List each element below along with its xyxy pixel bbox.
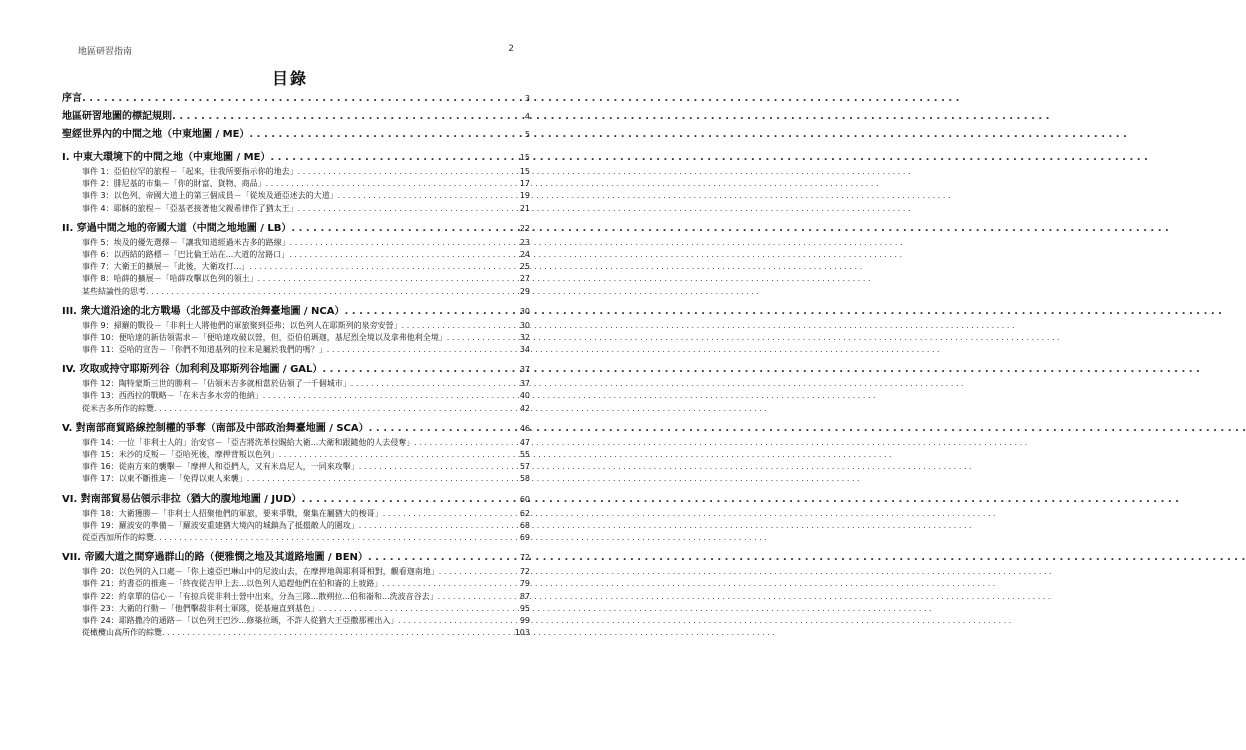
toc-entry-page-number: 40	[519, 391, 530, 401]
toc-entry-page-number: 25	[519, 262, 530, 272]
toc-entry-label: 事件 1：亞伯拉罕的旅程－「起來，往我所要指示你的地去」	[82, 167, 298, 176]
toc-entry-label: 從亞西加所作的綜覽	[82, 532, 154, 542]
dot-leader	[439, 566, 516, 578]
toc-entry-event[interactable]	[62, 449, 530, 461]
toc-entry-label: 從米吉多所作的綜覽	[82, 403, 154, 413]
dot-leader	[146, 286, 516, 298]
toc-entry-label: 事件 13：西西拉的戰略－「在米吉多水旁的他納」	[82, 391, 263, 401]
dot-leader	[322, 361, 515, 378]
toc-entry-label: 事件 12：陶特蒙斯三世的勝利－「佔領米吉多就相當於佔領了一千個城市」	[82, 379, 351, 389]
toc-entry-page-number: 22	[519, 223, 530, 233]
dot-leader	[258, 273, 516, 285]
dot-leader	[383, 508, 516, 520]
toc-entry-event[interactable]	[62, 473, 530, 485]
dot-leader	[249, 126, 521, 144]
toc-entry-note[interactable]	[62, 286, 530, 298]
toc-entry-label: 事件 18：大衛獲勝－「非利士人招聚他們的軍旅，要來爭戰，聚集在屬猶大的梭哥」	[82, 508, 383, 518]
toc-entry-event[interactable]	[62, 166, 530, 178]
toc-entry-page-number: 69	[519, 532, 530, 542]
dot-leader	[338, 190, 516, 202]
dot-leader	[319, 603, 516, 615]
toc-entry-top[interactable]	[62, 108, 530, 126]
toc-entry-page-number: 87	[519, 591, 530, 601]
toc-entry-page-number: 103	[514, 628, 530, 638]
dot-leader	[327, 344, 516, 356]
toc-entry-page-number: 30	[519, 306, 530, 316]
toc-entry-event[interactable]	[62, 237, 530, 249]
toc-entry-label: 某些結論性的思考	[82, 286, 146, 296]
dot-leader	[154, 532, 516, 544]
toc-entry-page-number: 5	[524, 130, 530, 139]
toc-entry-label: 事件 19：羅波安的準備－「羅波安重建猶大境內的城鎮為了抵擋敵人的圍攻」	[82, 520, 359, 530]
toc-entry-page-number: 3	[524, 94, 530, 103]
toc-entry-label: 事件 10：便哈達的新估領需求－「便哈達攻破以營，但，亞伯伯瑪迦，基尼烈全境以及拿弗他利全境」	[82, 332, 447, 342]
toc-entry-page-number: 57	[519, 462, 530, 472]
toc-entry-page-number: 68	[519, 520, 530, 530]
table-of-contents	[62, 90, 530, 639]
toc-entry-label: III. 衆大道沿途的北方戰場（北部及中部政治舞臺地圖 / NCA）	[62, 305, 345, 317]
toc-entry-label: VI. 對南部貿易佔領示非拉（猶大的腹地地圖 / JUD）	[62, 493, 302, 505]
toc-entry-label: 事件 23：大衛的行動－「他們擊殺非利士軍隊，從基遍直到基色」	[82, 603, 319, 613]
toc-entry-event[interactable]	[62, 566, 530, 578]
dot-leader	[302, 491, 516, 508]
toc-entry-label: 事件 20：以色列的入口處－「你上遠亞巴琳山中的尼波山去，在摩押地與耶利哥相對，觀看迦南地」	[82, 567, 439, 577]
dot-leader	[162, 627, 511, 639]
toc-entry-event[interactable]	[62, 615, 530, 627]
toc-entry-event[interactable]	[62, 190, 530, 202]
toc-entry-event[interactable]	[62, 261, 530, 273]
toc-entry-label: 事件 22：約拿單的信心－「有掠兵從非利士營中出來，分為三隊...散朔拉...伯和崙和...洗波音谷去」	[82, 591, 438, 601]
toc-entry-label: 事件 8：哈薛的擴展－「哈薛攻擊以色列的領土」	[82, 274, 258, 284]
toc-entry-label: 聖經世界內的中間之地（中東地圖 / ME）	[62, 129, 250, 140]
page-title: 目錄	[271, 69, 308, 88]
toc-entry-label: 事件 7：大衛王的擴展－「此後，大衛攻打...」	[82, 262, 250, 272]
toc-entry-note[interactable]	[62, 403, 530, 415]
toc-entry-label: 事件 5：埃及的優先選擇－「讓我知道經過米吉多的路線」	[82, 237, 290, 247]
dot-leader	[382, 578, 515, 590]
running-header: 地區研習指南	[78, 47, 133, 57]
toc-entry-page-number: 58	[519, 474, 530, 484]
dot-leader	[298, 203, 516, 215]
toc-entry-page-number: 15	[519, 167, 530, 176]
dot-leader	[447, 332, 516, 344]
toc-entry-label: 事件 21：約書亞的推進－「終夜從吉甲上去...以色列人追趕他們在伯和崙的上坡路」	[82, 579, 383, 589]
toc-entry-event[interactable]	[62, 508, 530, 520]
dot-leader	[279, 449, 516, 461]
toc-entry-event[interactable]	[62, 578, 530, 590]
toc-entry-top[interactable]	[62, 90, 530, 108]
toc-entry-event[interactable]	[62, 249, 530, 261]
page-number: 2	[508, 44, 514, 54]
dot-leader	[414, 437, 515, 449]
toc-entry-page-number: 30	[519, 320, 530, 330]
dot-leader	[345, 303, 516, 320]
toc-entry-chapter[interactable]	[62, 420, 530, 437]
toc-entry-page-number: 37	[519, 379, 530, 389]
toc-entry-chapter[interactable]	[62, 361, 530, 378]
toc-entry-page-number: 29	[519, 286, 530, 296]
toc-entry-event[interactable]	[62, 332, 530, 344]
toc-entry-chapter[interactable]	[62, 220, 530, 237]
toc-entry-label: 地區研習地圖的標記規則	[62, 111, 172, 122]
toc-entry-page-number: 24	[519, 249, 530, 259]
dot-leader	[438, 591, 516, 603]
toc-entry-event[interactable]	[62, 378, 530, 390]
toc-entry-page-number: 42	[519, 403, 530, 413]
toc-entry-label: IV. 攻取或持守耶斯列谷（加利利及耶斯列谷地圖 / GAL）	[62, 364, 323, 376]
toc-entry-page-number: 17	[519, 179, 530, 189]
dot-leader	[82, 90, 521, 108]
toc-entry-page-number: 95	[519, 603, 530, 613]
dot-leader	[398, 615, 515, 627]
toc-entry-page-number: 23	[519, 237, 530, 247]
dot-leader	[270, 149, 515, 166]
toc-entry-label: VII. 帝國大道之間穿過群山的路（便雅憫之地及其道路地圖 / BEN）	[62, 552, 368, 564]
toc-entry-label: 事件 16：從南方來的襲擊－「摩押人和亞捫人，又有米烏尼人，一同來攻擊」	[82, 462, 359, 472]
dot-leader	[369, 420, 516, 437]
toc-entry-label: V. 對南部商貿路線控制權的爭奪（南部及中部政治舞臺地圖 / SCA）	[62, 422, 369, 434]
toc-entry-event[interactable]	[62, 273, 530, 285]
toc-entry-event[interactable]	[62, 178, 530, 190]
dot-leader	[359, 461, 516, 473]
toc-entry-page-number: 79	[519, 579, 530, 589]
toc-entry-label: I. 中東大環境下的中間之地（中東地圖 / ME）	[62, 152, 271, 163]
toc-entry-label: 事件 2：腓尼基的市集－「你的財富、貨物、商品」	[82, 179, 266, 189]
toc-entry-page-number: 47	[519, 437, 530, 447]
toc-entry-event[interactable]	[62, 203, 530, 215]
toc-entry-chapter[interactable]	[62, 549, 530, 566]
toc-entry-page-number: 34	[519, 345, 530, 355]
dot-leader	[290, 237, 516, 249]
dot-leader	[298, 166, 516, 178]
toc-entry-page-number: 46	[519, 423, 530, 433]
toc-entry-label: 事件 6：以西結的路標－「巴比倫王站在...大道的岔路口」	[82, 249, 290, 259]
toc-entry-event[interactable]	[62, 461, 530, 473]
toc-entry-event[interactable]	[62, 437, 530, 449]
toc-entry-page-number: 60	[519, 494, 530, 504]
toc-entry-chapter[interactable]	[62, 149, 530, 166]
toc-entry-top[interactable]	[62, 126, 530, 144]
toc-entry-label: 事件 17：以東不斷推進－「免得以東人來襲」	[82, 474, 247, 484]
dot-leader	[266, 178, 516, 190]
dot-leader	[359, 520, 516, 532]
dot-leader	[263, 390, 516, 402]
toc-entry-event[interactable]	[62, 344, 530, 356]
toc-entry-page-number: 4	[524, 112, 530, 121]
document-page	[0, 0, 580, 750]
toc-entry-label: 序言	[62, 93, 82, 104]
dot-leader	[368, 549, 516, 566]
dot-leader	[289, 249, 516, 261]
toc-entry-label: 事件 4：耶穌的旅程－「亞基老接著他父親希律作了猶太王」	[82, 203, 298, 213]
toc-entry-label: 事件 11：亞哈的宣告－「你們不知道基列的拉末是屬於我們的嗎？」	[82, 345, 327, 355]
toc-entry-page-number: 72	[519, 567, 530, 577]
toc-entry-event[interactable]	[62, 320, 530, 332]
toc-entry-page-number: 32	[519, 332, 530, 342]
toc-entry-event[interactable]	[62, 390, 530, 402]
dot-leader	[351, 378, 516, 390]
toc-entry-chapter[interactable]	[62, 491, 530, 508]
toc-entry-label: 事件 14：一位「非利士人的」治安官－「亞吉將洗革拉賜給大衛...大衛和跟隨他的人去侵奪」	[82, 437, 415, 447]
toc-entry-label: 事件 9：掃羅的戰役－「非利士人將他們的軍旅聚到亞弗；以色列人在耶斯列的泉旁安營」	[82, 320, 402, 330]
toc-entry-page-number: 27	[519, 274, 530, 284]
toc-entry-page-number: 15	[519, 153, 530, 162]
dot-leader	[402, 320, 516, 332]
toc-entry-label: 事件 15：米沙的反叛－「亞哈死後，摩押背叛以色列」	[82, 450, 279, 459]
dot-leader	[172, 108, 521, 126]
toc-entry-page-number: 19	[519, 191, 530, 201]
toc-entry-event[interactable]	[62, 591, 530, 603]
toc-entry-label: 事件 24：耶路撒冷的通路－「以色列王巴沙...修築拉瑪，不許人從猶大王亞撒那裡出入」	[82, 615, 399, 625]
dot-leader	[247, 473, 516, 485]
toc-entry-label: II. 穿過中間之地的帝國大道（中間之地地圖 / LB）	[62, 222, 292, 234]
toc-entry-note[interactable]	[62, 532, 530, 544]
toc-entry-page-number: 62	[519, 508, 530, 518]
toc-entry-page-number: 72	[519, 553, 530, 563]
toc-entry-page-number: 21	[519, 203, 530, 213]
dot-leader	[291, 220, 515, 237]
toc-entry-label: 事件 3：以色列、帝國大道上的第三個成員－「從埃及通亞述去的大道」	[82, 191, 338, 201]
toc-entry-page-number: 37	[519, 365, 530, 375]
toc-entry-page-number: 99	[519, 615, 530, 625]
dot-leader	[249, 261, 516, 273]
toc-entry-chapter[interactable]	[62, 303, 530, 320]
dot-leader	[154, 403, 516, 415]
toc-entry-label: 從橄欖山高所作的綜覽	[82, 628, 162, 638]
toc-entry-event[interactable]	[62, 520, 530, 532]
toc-entry-page-number: 55	[519, 450, 530, 459]
toc-entry-note[interactable]	[62, 627, 530, 639]
toc-entry-event[interactable]	[62, 603, 530, 615]
